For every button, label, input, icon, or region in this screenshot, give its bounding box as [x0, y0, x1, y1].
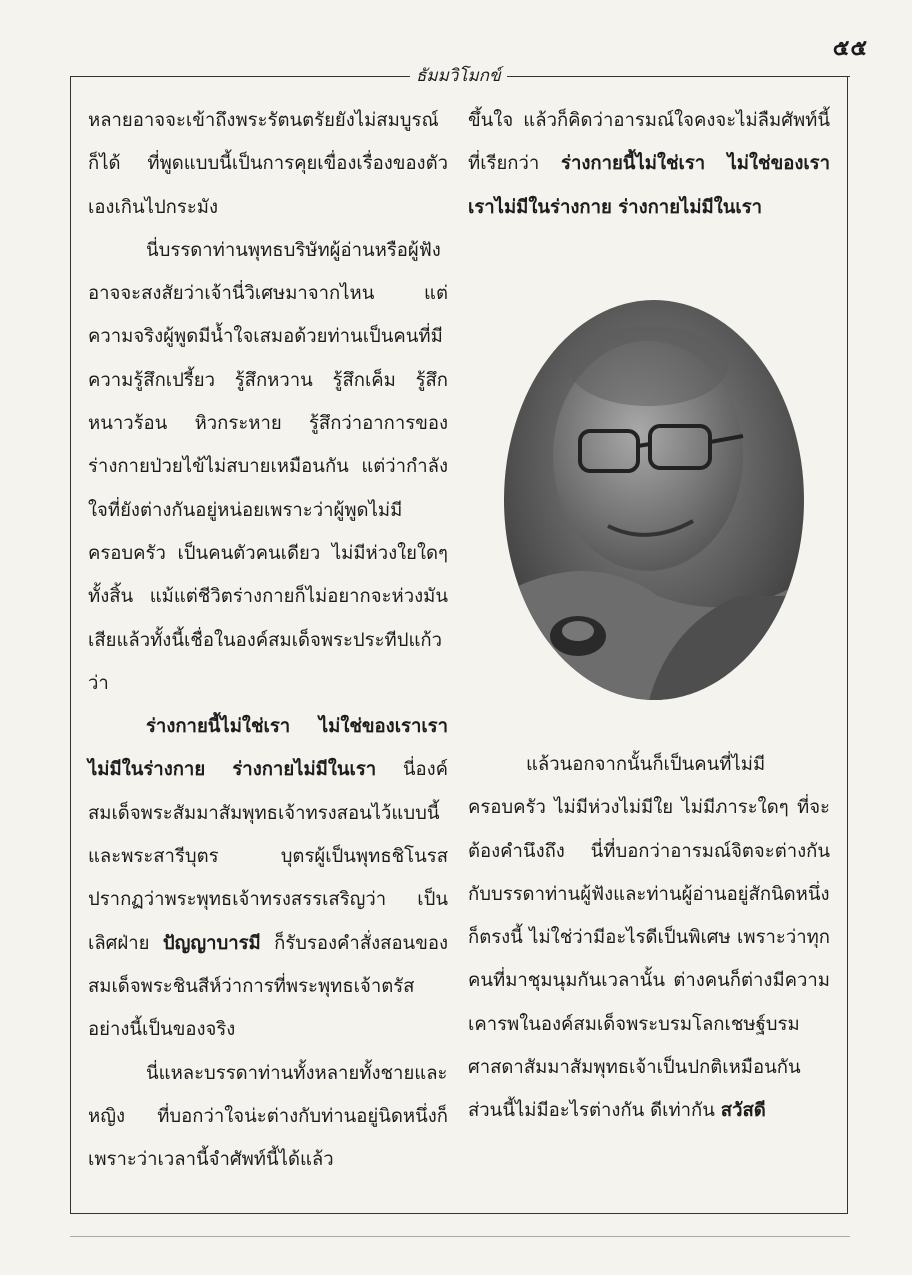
footer-rule [70, 1236, 850, 1237]
running-title: ธัมมวิโมกข์ [410, 62, 507, 89]
emphasis-text: ร่างกายนี้ไม่ใช่เรา ไม่ใช่ของเราเราไม่มีในร่างกาย ร่างกายไม่มีในเรา [88, 716, 448, 781]
emphasis-text: ร่างกายนี้ไม่ใช่เรา ไม่ใช่ของเรา เราไม่มีในร่างกาย ร่างกายไม่มีในเรา [468, 153, 831, 218]
paragraph [88, 705, 448, 1051]
page-number: ๕๕ [832, 35, 868, 61]
paragraph [468, 743, 830, 1133]
monk-portrait-photo [498, 296, 810, 704]
body-text: นี่องค์สมเด็จพระสัมมาสัมพุทธเจ้าทรงสอนไว้แบบนี้ และพระสารีบุตร บุตรผู้เป็นพุทธชิโนรส ปรากฏว่าพระพุทธเจ้าทรงสรรเสริญว่า เป็นเลิศฝ่าย [88, 759, 448, 954]
body-text: ขึ้นใจ แล้วก็คิดว่าอารมณ์ใจคงจะไม่ลืมศัพท์นี้ ที่เรียกว่า [468, 110, 830, 175]
left-column [88, 99, 448, 1181]
paragraph [468, 99, 830, 229]
body-text: ก็รับรองคำสั่งสอนของสมเด็จพระชินสีห์ว่าการที่พระพุทธเจ้าตรัสอย่างนี้เป็นของจริง [88, 932, 448, 1041]
right-column-bottom [468, 743, 830, 1133]
emphasis-text: ปัญญาบารมี [162, 932, 261, 954]
right-column-top [468, 99, 830, 229]
body-text: แล้วนอกจากนั้นก็เป็นคนที่ไม่มีครอบครัว ไม่มีห่วงไม่มีใย ไม่มีภาระใดๆ ที่จะต้องคำนึงถึง นี่ที่บอกว่าอารมณ์จิตจะต่างกันกับบรรดาท่านผู้ฟังและท่านผู้อ่านอยู่สักนิดหนึ่งก็ตรงนี้ ไม่ใช่ว่ามีอะไรดีเป็นพิเศษ เพราะว่าทุกคนที่มาชุมนุมกันเวลานั้น ต่างคนก็ต่างมีความเคารพในองค์สมเด็จพระบรมโลกเชษฐ์บรมศาสดาสัมมาสัมพุทธเจ้าเป็นปกติเหมือนกัน ส่วนนี้ไม่มีอะไรต่างกัน ดีเท่ากัน [468, 754, 830, 1122]
paragraph: นี่แหละบรรดาท่านทั้งหลายทั้งชายและหญิง ที่บอกว่าใจน่ะต่างกับท่านอยู่นิดหนึ่งก็เพราะว่าเวลานี้จำศัพท์นี้ได้แล้ว [88, 1062, 448, 1171]
paragraph: หลายอาจจะเข้าถึงพระรัตนตรัยยังไม่สมบูรณ์ก็ได้ ที่พูดแบบนี้เป็นการคุยเขื่องเรื่องของตัวเองเกินไปกระมัง [88, 110, 448, 218]
paragraph: นี่บรรดาท่านพุทธบริษัทผู้อ่านหรือผู้ฟังอาจจะสงสัยว่าเจ้านี่วิเศษมาจากไหน แต่ความจริงผู้พูดมีน้ำใจเสมอด้วยท่านเป็นคนที่มีความรู้สึกเปรี้ยว รู้สึกหวาน รู้สึกเค็ม รู้สึกหนาวร้อน หิวกระหาย รู้สึกว่าอาการของร่างกายป่วยไข้ไม่สบายเหมือนกัน แต่ว่ากำลังใจที่ยังต่างกันอยู่หน่อยเพราะว่าผู้พูดไม่มีครอบครัว เป็นคนตัวคนเดียว ไม่มีห่วงใยใดๆ ทั้งสิ้น แม้แต่ชีวิตร่างกายก็ไม่อยากจะห่วงมันเสียแล้วทั้งนี้เชื่อในองค์สมเด็จพระประทีปแก้วว่า [88, 239, 448, 694]
emphasis-text: สวัสดี [720, 1100, 766, 1122]
